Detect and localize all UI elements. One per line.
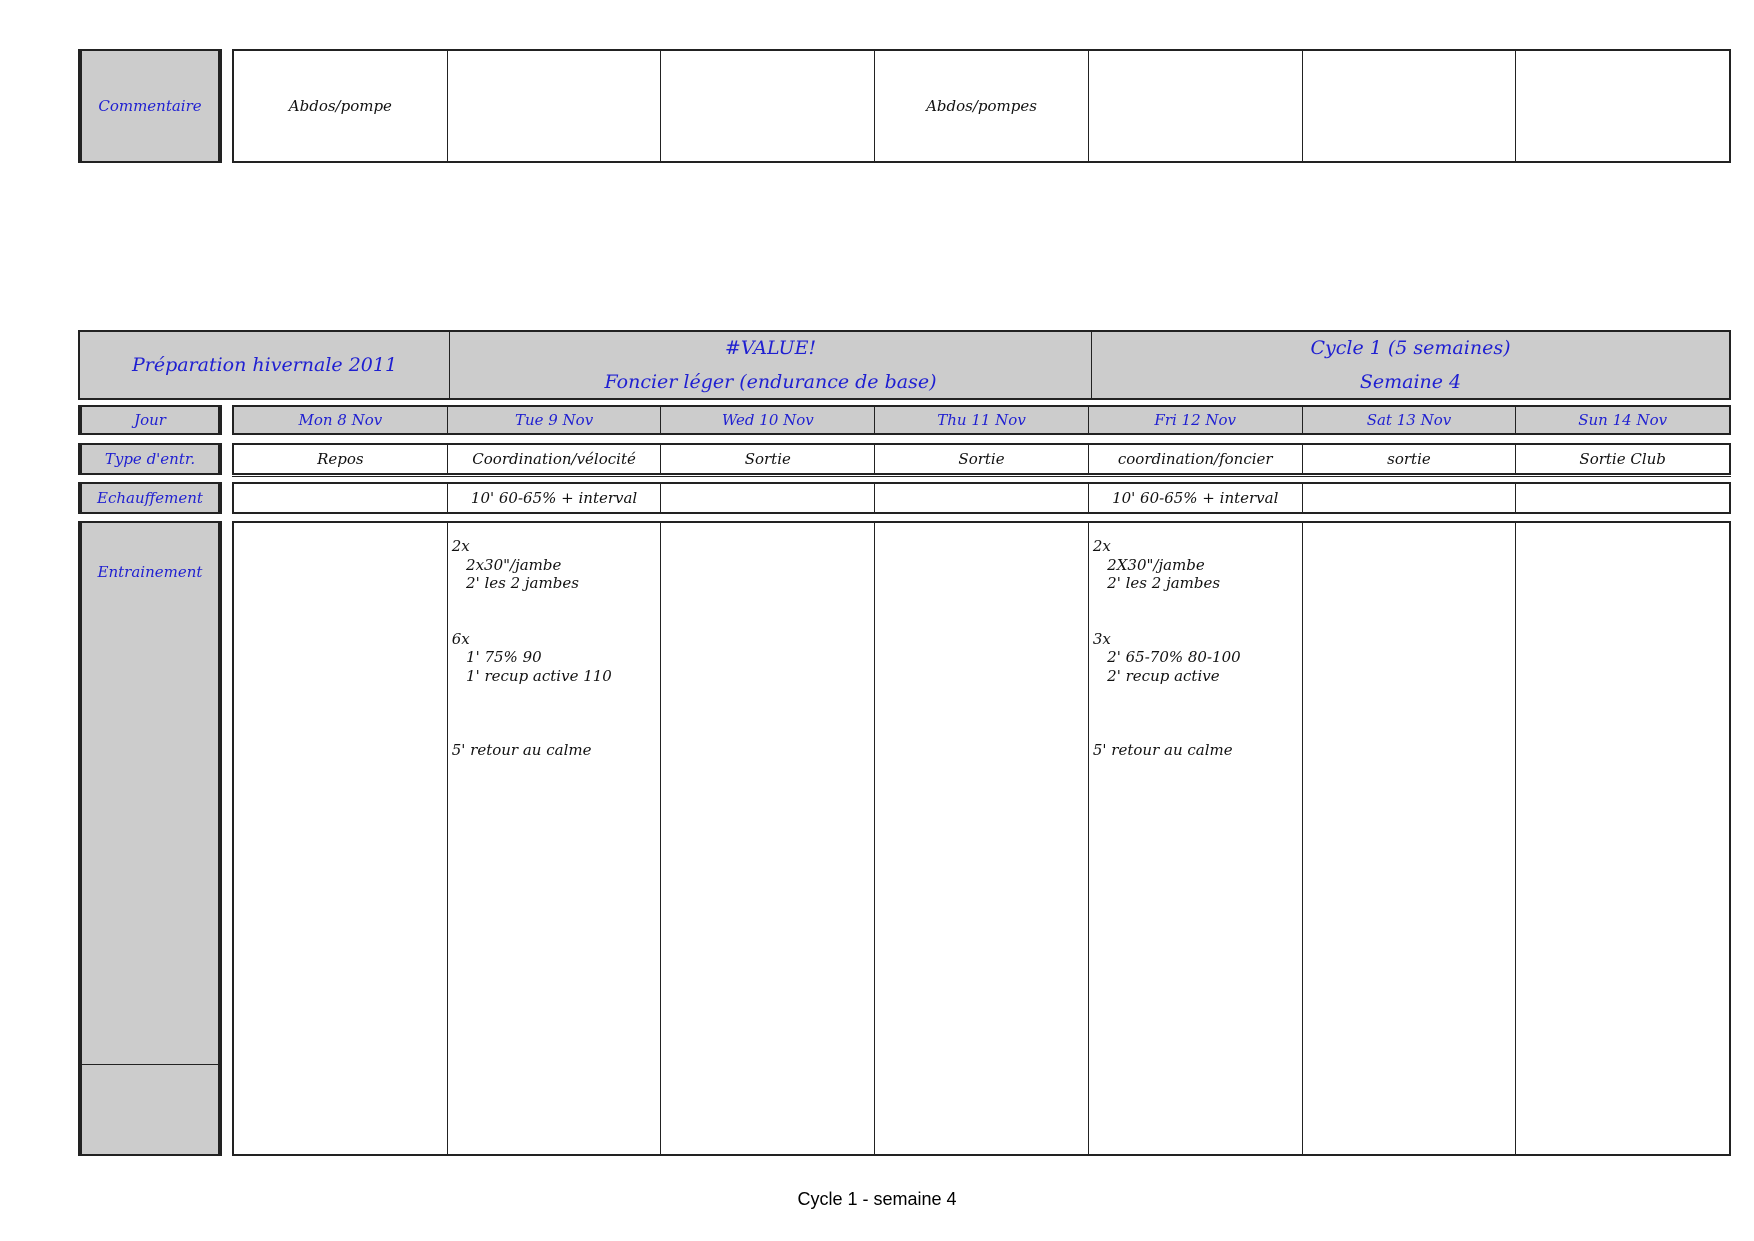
comment-label: Commentaire xyxy=(78,49,222,163)
type-cell-tue[interactable]: Coordination/vélocité xyxy=(447,445,661,473)
comment-cell-wed[interactable] xyxy=(660,51,874,161)
header-middle xyxy=(449,332,1091,398)
type-cell-wed[interactable]: Sortie xyxy=(660,445,874,473)
training-label-divider xyxy=(82,1064,218,1065)
training-cell-mon[interactable] xyxy=(234,523,447,1154)
page-footer: Cycle 1 - semaine 4 xyxy=(797,1189,957,1209)
comment-row xyxy=(232,49,1731,163)
training-cell-wed[interactable] xyxy=(660,523,874,1154)
warmup-cell-tue[interactable]: 10' 60-65% + interval xyxy=(447,484,661,512)
comment-cell-sat[interactable] xyxy=(1302,51,1516,161)
warmup-row xyxy=(232,482,1731,514)
day-sun: Sun 14 Nov xyxy=(1515,407,1729,433)
header-left xyxy=(80,332,449,398)
training-label-box xyxy=(78,521,222,1156)
type-cell-mon[interactable]: Repos xyxy=(317,450,364,468)
header-phase-value: #VALUE! xyxy=(724,337,817,359)
day-label: Jour xyxy=(78,405,222,435)
day-wed: Wed 10 Nov xyxy=(660,407,874,433)
header-phase-name: Foncier léger (endurance de base) xyxy=(604,371,937,393)
warmup-cell-fri[interactable]: 10' 60-65% + interval xyxy=(1088,484,1302,512)
day-thu: Thu 11 Nov xyxy=(874,407,1088,433)
comment-cell-fri[interactable] xyxy=(1088,51,1302,161)
comment-cell-mon[interactable]: Abdos/pompe xyxy=(288,97,392,115)
warmup-cell-wed[interactable] xyxy=(660,484,874,512)
plan-header xyxy=(78,330,1731,400)
day-fri: Fri 12 Nov xyxy=(1088,407,1302,433)
day-sat: Sat 13 Nov xyxy=(1302,407,1516,433)
type-cell-sat[interactable]: sortie xyxy=(1302,445,1516,473)
type-cell-thu[interactable]: Sortie xyxy=(874,445,1088,473)
comment-cell-sun[interactable] xyxy=(1515,51,1729,161)
header-title: Préparation hivernale 2011 xyxy=(131,354,398,376)
training-cell-fri[interactable]: 2x 2X30"/jambe 2' les 2 jambes 3x 2' 65-70% 80-100 2' recup active 5' retour au calme xyxy=(1088,523,1302,1154)
type-cell-fri[interactable]: coordination/foncier xyxy=(1088,445,1302,473)
day-row xyxy=(232,405,1731,435)
training-cell-thu[interactable] xyxy=(874,523,1088,1154)
warmup-label: Echauffement xyxy=(78,482,222,514)
warmup-cell-thu[interactable] xyxy=(874,484,1088,512)
day-mon: Mon 8 Nov xyxy=(298,411,383,429)
training-label: Entrainement xyxy=(97,563,203,581)
warmup-divider xyxy=(232,476,1731,477)
type-row xyxy=(232,443,1731,475)
header-cycle: Cycle 1 (5 semaines) xyxy=(1310,337,1511,359)
training-cell-sun[interactable] xyxy=(1515,523,1729,1154)
day-tue: Tue 9 Nov xyxy=(447,407,661,433)
training-cell-tue[interactable]: 2x 2x30"/jambe 2' les 2 jambes 6x 1' 75% 90 1' recup active 110 5' retour au calme xyxy=(447,523,661,1154)
warmup-cell-mon[interactable] xyxy=(234,484,447,512)
header-week: Semaine 4 xyxy=(1359,371,1462,393)
header-right xyxy=(1091,332,1729,398)
type-label: Type d'entr. xyxy=(78,443,222,475)
training-cell-sat[interactable] xyxy=(1302,523,1516,1154)
comment-cell-tue[interactable] xyxy=(447,51,661,161)
training-row xyxy=(232,521,1731,1156)
comment-cell-thu[interactable]: Abdos/pompes xyxy=(874,51,1088,161)
warmup-cell-sun[interactable] xyxy=(1515,484,1729,512)
warmup-cell-sat[interactable] xyxy=(1302,484,1516,512)
type-cell-sun[interactable]: Sortie Club xyxy=(1515,445,1729,473)
